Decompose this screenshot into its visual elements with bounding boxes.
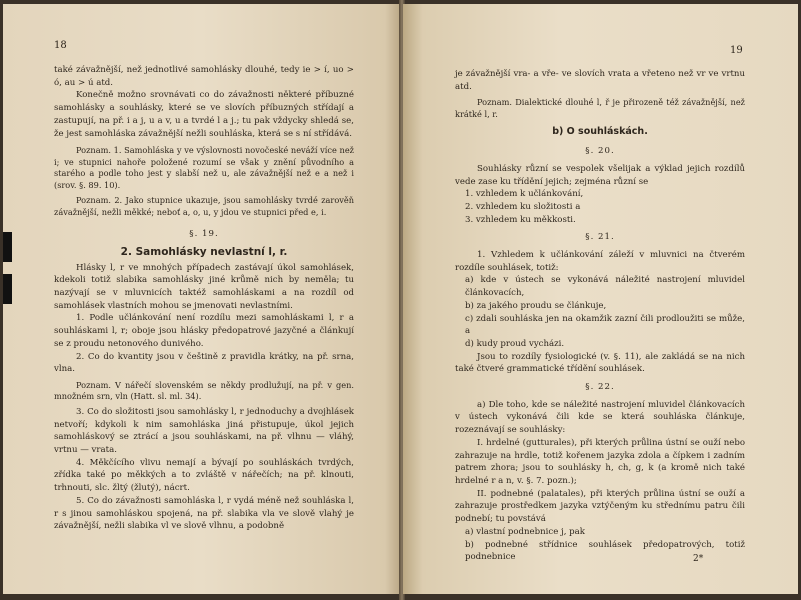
- section-heading: 2. Samohlásky nevlastní l, r.: [120, 245, 288, 258]
- page-tab-marker: [3, 274, 12, 304]
- paragraph: Souhlásky různí se vespolek všelijak a výklad jejich rozdílů vede zase ku třídění jejich; zejména různí se: [455, 163, 745, 187]
- paragraph: 2. Co do kvantity jsou v češtině z pravidla krátky, na př. srna, vlna.: [54, 351, 354, 375]
- left-text-block: [54, 64, 354, 533]
- list-item: b) podnebné střídnice souhlásek předopatrových, totiž podnebnice: [465, 539, 745, 563]
- note: Poznam. V nářečí slovenském se někdy prodlužují, na př. v gen. množném srn, vln (Hatt. sl. ml. 34).: [54, 379, 354, 402]
- section-number: §. 19.: [189, 229, 219, 240]
- list-item: 2. vzhledem ku složitosti a: [465, 201, 581, 212]
- paragraph: a) Dle toho, kde se náležité nastrojení mluvidel článkovacích v ústech vykonává čili kde se která souhláska článkuje, rozeznávají se souhlásky:: [455, 399, 745, 436]
- list-item: b) za jakého proudu se článkuje,: [465, 300, 607, 311]
- right-page: [403, 4, 798, 594]
- note: Poznam. 2. Jako stupnice ukazuje, jsou samohlásky tvrdé zarověň závažnější, nežli měkké; neboť a, o, u, y jdou ve stupnici před e, i.: [54, 195, 354, 217]
- list-item: 1. vzhledem k učlánkování,: [465, 189, 584, 200]
- paragraph: I. hrdelné (gutturales), při kterých průlina ústní se ouží nebo zahrazuje na hrdle, totiž kořenem jazyka zdola a čípkem i zadním patrem zhora; jsou to souhlásky h, ch, g, k (a kromě nich také hrdelné r a n, v. §. 7. pozn.);: [455, 437, 745, 486]
- list-item: d) kudy proud vycházi.: [465, 338, 565, 349]
- paragraph: je závažnější vra- a vře- ve slovích vrata a vřeteno než vr ve vrtnu atd.: [455, 69, 745, 92]
- paragraph: Konečně možno srovnávati co do závažnosti některé příbuzné samohlásky a souhlásky, které se ve slovích příbuzných střídají a zastupují, na př. i a j, u a v, u a tvrdé l a j.; tu pak vždycky shledá se, že jest samohláska závažnější nežli souhláska, která se s ní střídává.: [54, 90, 354, 139]
- section-number: §. 21.: [585, 232, 615, 243]
- page-number: 18: [54, 40, 67, 51]
- paragraph: také závažnější, než jednotlivé samohlásky dlouhé, tedy ie > í, uo > ó, au > ú atd.: [54, 65, 354, 88]
- section-number: §. 22.: [585, 382, 615, 393]
- paragraph: Hlásky l, r ve mnohých případech zastávají úkol samohlásek, kdekoli totiž slabika samohlásky jiné krůmě nich by neměla; tu nazývají se v mluvnicích taktéž samohláskami a na rozdíl od samohlásek vlastních mohou se jmenovati nevlastními.: [54, 262, 354, 311]
- paragraph: 1. Vzhledem k učlánkování záleží v mluvnici na čtverém rozdíle souhlásek, totiž:: [455, 250, 745, 273]
- paragraph: 5. Co do závažnosti samohláska l, r vydá méně než souhláska l, r s jinou samohláskou spojená, na př. slabika vla ve slově vlahý je závažnější, nežli slabika vl ve slově vlhnu, a podobně: [54, 495, 354, 532]
- page-tab-marker: [3, 232, 12, 262]
- paragraph: Jsou to rozdíly fysiologické (v. §. 11), ale zakládá se na nich také čtveré grammatické třídění souhlásek.: [455, 351, 745, 375]
- list-item: 3. vzhledem ku měkkosti.: [465, 214, 576, 225]
- paragraph: II. podnebné (palatales), při kterých průlina ústní se ouží a zahrazuje prostředkem jazyka vztýčeným ku střednímu patru čili podnebí; tu povstává: [455, 488, 745, 525]
- subsection-heading: b) O souhláskách.: [552, 126, 648, 138]
- note: Poznam. 1. Samohláska y ve výslovnosti novočeské neváží více než i; ve stupnici nahoře položené rozumí se však y znění původního a starého a podle toho jest y slabší než u, ale závažnější než e a než i (srov. §. 89. 10).: [54, 145, 354, 190]
- list-item: c) zdali souhláska jen na okamžik zazní čili prodloužiti se může, a: [465, 313, 745, 337]
- page-number: 19: [730, 45, 743, 56]
- left-page: [3, 4, 401, 594]
- paragraph: 3. Co do složitosti jsou samohlásky l, r jednoduchy a dvojhlásek netvoří; kdykoli k nim samohláska jiná přistupuje, úkol jejich samohláskový se ztrácí a jsou souhláskami, na př. vlhnu — vláhý, vrtnu — vrata.: [54, 406, 354, 456]
- signature-mark: 2*: [693, 554, 704, 564]
- list-item: a) kde v ústech se vykonává náležité nastrojení mluvidel článkovacích,: [465, 275, 745, 299]
- paragraph: 1. Podle učlánkování není rozdílu mezi samohláskami l, r a souhláskami l, r; oboje jsou hlásky předopatrové jazyčné a článkují se z proudu netonového dunivého.: [54, 313, 354, 349]
- section-number: §. 20.: [585, 146, 615, 157]
- note: Poznam. Dialektické dlouhé l, ř je přirozeně též závažnější, než krátké l, r.: [455, 97, 745, 119]
- paragraph: 4. Měkčícího vlivu nemají a bývají po souhláskách tvrdých, zřídka také po měkkých a to zvláště v nářečích; na př. klnouti, trhnouti, slc. žltý (žlutý), nácrt.: [54, 457, 354, 494]
- right-text-block: [455, 68, 745, 564]
- list-item: a) vlastní podnebnice j, pak: [465, 526, 585, 537]
